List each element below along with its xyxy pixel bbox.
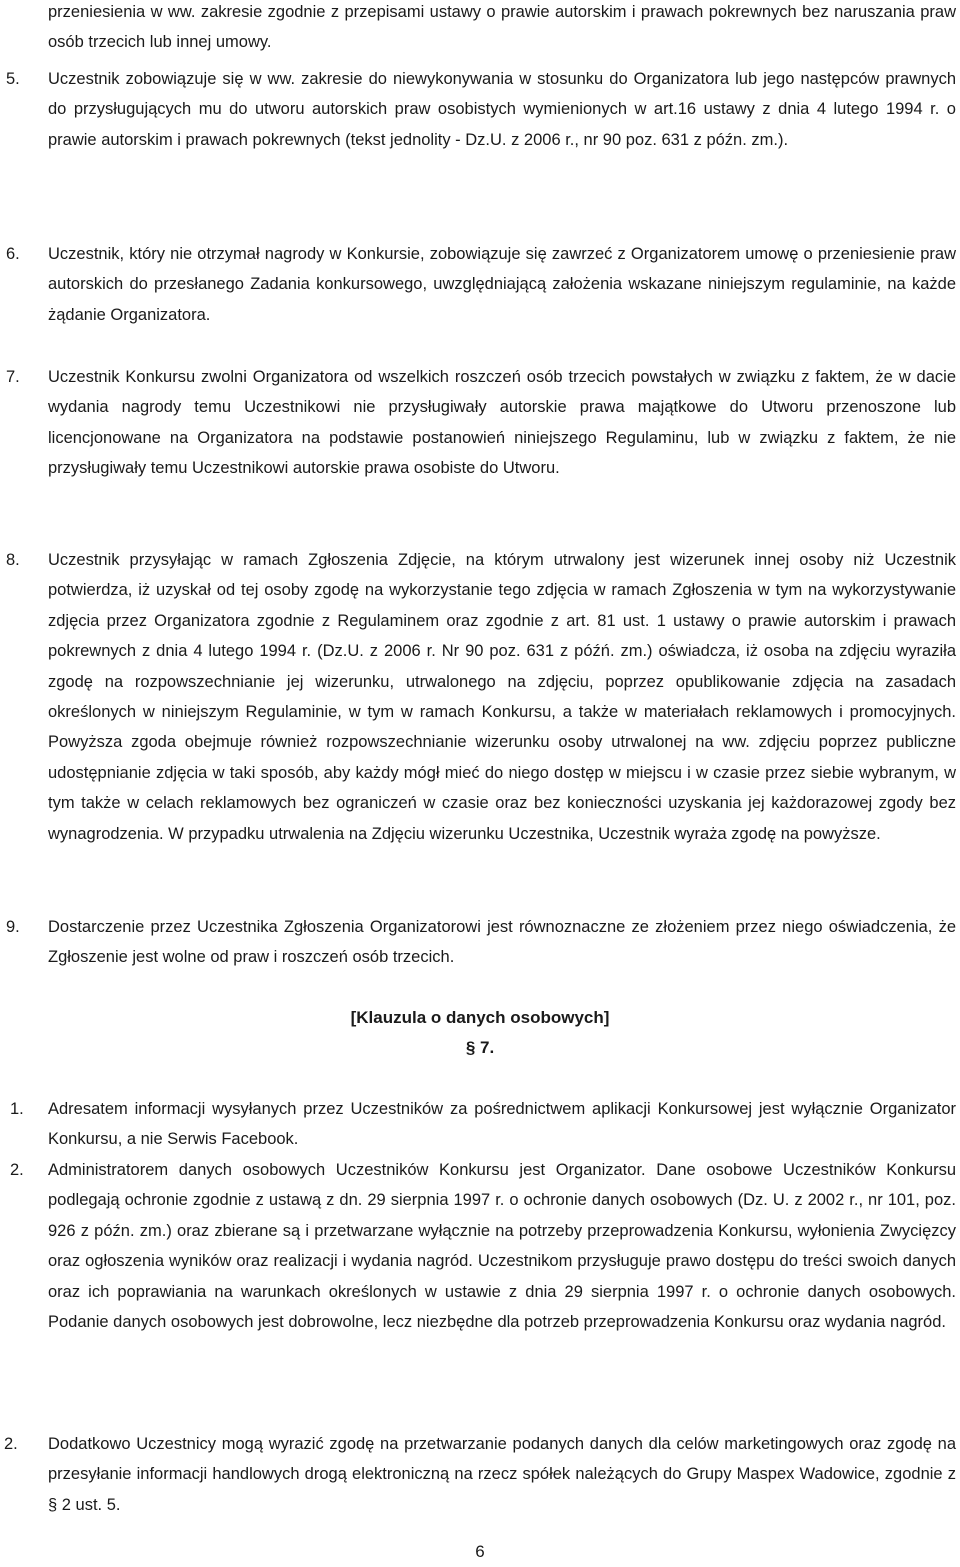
section-title: [Klauzula o danych osobowych] bbox=[350, 1008, 610, 1027]
item-text: Adresatem informacji wysyłanych przez Uczestników za pośrednictwem aplikacji Konkursowej jest wyłącznie Organizator Konkursu, a nie Serwis Facebook. bbox=[48, 1100, 956, 1149]
item-text: Administratorem danych osobowych Uczestników Konkursu jest Organizator. Dane osobowe Uczestników Konkursu podlegają ochronie zgodnie z ustawą z dn. 29 sierpnia 1997 r. o ochronie danych osobowych (Dz. U. z 2002 r., nr 101, poz. 926 z późn. zm.) oraz zbierane są i przetwarzane wyłącznie na potrzeby przeprowadzenia Konkursu, wyłonienia Zwycięzcy oraz ogłoszenia wyników oraz realizacji i wydania nagród. Uczestnikom przysługuje prawo dostępu do treści swoich danych oraz ich poprawiania na warunkach określonych w ustawie z dnia 29 sierpnia 1997 r. o ochronie danych osobowych. Podanie danych osobowych jest dobrowolne, lecz niezbędne dla potrzeb przeprowadzenia Konkursu oraz wydania nagród. bbox=[48, 1161, 956, 1332]
item-text: Uczestnik, który nie otrzymał nagrody w Konkursie, zobowiązuje się zawrzeć z Organizatorem umowę o przeniesienie praw autorskich do przesłanego Zadania konkursowego, uwzględniającą założenia wskazane niniejszym regulaminie, na każde żądanie Organizatora. bbox=[48, 245, 956, 324]
page-number: 6 bbox=[475, 1542, 485, 1561]
item-number: 8. bbox=[6, 551, 20, 569]
item-number: 7. bbox=[6, 368, 20, 386]
intro-paragraph: przeniesienia w ww. zakresie zgodnie z przepisami ustawy o prawie autorskim i prawach pokrewnych bez naruszania praw osób trzecich lub innej umowy. bbox=[48, 3, 956, 52]
item-text: Uczestnik zobowiązuje się w ww. zakresie do niewykonywania w stosunku do Organizatora lub jego następców prawnych do przysługujących mu do utworu autorskich praw osobistych wymienionych w art.16 ustawy z dnia 4 lutego 1994 r. o prawie autorskim i prawach pokrewnych (tekst jednolity - Dz.U. z 2006 r., nr 90 poz. 631 z późn. zm.). bbox=[48, 70, 956, 149]
item-number: 6. bbox=[6, 245, 20, 263]
item-number: 9. bbox=[6, 918, 20, 936]
item-text: Dodatkowo Uczestnicy mogą wyrazić zgodę na przetwarzanie podanych danych dla celów marketingowych oraz zgodę na przesyłanie informacji handlowych drogą elektroniczną na rzecz spółek należących do Grupy Maspex Wadowice, zgodnie z § 2 ust. 5. bbox=[48, 1435, 956, 1514]
item-number: 1. bbox=[10, 1100, 24, 1118]
item-number: 2. bbox=[4, 1435, 18, 1453]
item-number: 2. bbox=[10, 1161, 24, 1179]
item-number: 5. bbox=[6, 70, 20, 88]
item-text: Uczestnik przysyłając w ramach Zgłoszenia Zdjęcie, na którym utrwalony jest wizerunek innej osoby niż Uczestnik potwierdza, iż uzyskał od tej osoby zgodę na wykorzystanie tego zdjęcia w ramach Zgłoszenia w tym na wykorzystywanie zdjęcia przez Organizatora zgodnie z Regulaminem oraz zgodnie z art. 81 ust. 1 ustawy o prawie autorskim i prawach pokrewnych z dnia 4 lutego 1994 r. (Dz.U. z 2006 r. Nr 90 poz. 631 z późń. zm.) oświadcza, iż osoba na zdjęciu wyraziła zgodę na rozpowszechnianie jej wizerunku, utrwalonego na zdjęciu, poprzez opublikowanie zdjęcia na zasadach określonych w niniejszym Regulaminie, w tym w ramach Konkursu, a także w materiałach reklamowych i promocyjnych. Powyższa zgoda obejmuje również rozpowszechnianie wizerunku osoby utrwalonej na ww. zdjęciu poprzez publiczne udostępnianie zdjęcia w taki sposób, aby każdy mógł mieć do niego dostęp w miejscu i w czasie przez siebie wybranym, w tym także w celach reklamowych bez ograniczeń w czasie oraz bez konieczności uzyskania jej każdorazowej zgody bez wynagrodzenia. W przypadku utrwalenia na Zdjęciu wizerunku Uczestnika, Uczestnik wyraża zgodę na powyższe. bbox=[48, 551, 956, 843]
section-number: § 7. bbox=[465, 1038, 495, 1057]
item-text: Uczestnik Konkursu zwolni Organizatora od wszelkich roszczeń osób trzecich powstałych w związku z faktem, że w dacie wydania nagrody temu Uczestnikowi nie przysługiwały autorskie prawa majątkowe do Utworu przenoszone lub licencjonowane na Organizatora na podstawie postanowień niniejszego Regulaminu, lub w związku z faktem, że nie przysługiwały temu Uczestnikowi autorskie prawa osobiste do Utworu. bbox=[48, 368, 956, 478]
item-text: Dostarczenie przez Uczestnika Zgłoszenia Organizatorowi jest równoznaczne ze złożeniem przez niego oświadczenia, że Zgłoszenie jest wolne od praw i roszczeń osób trzecich. bbox=[48, 918, 956, 967]
